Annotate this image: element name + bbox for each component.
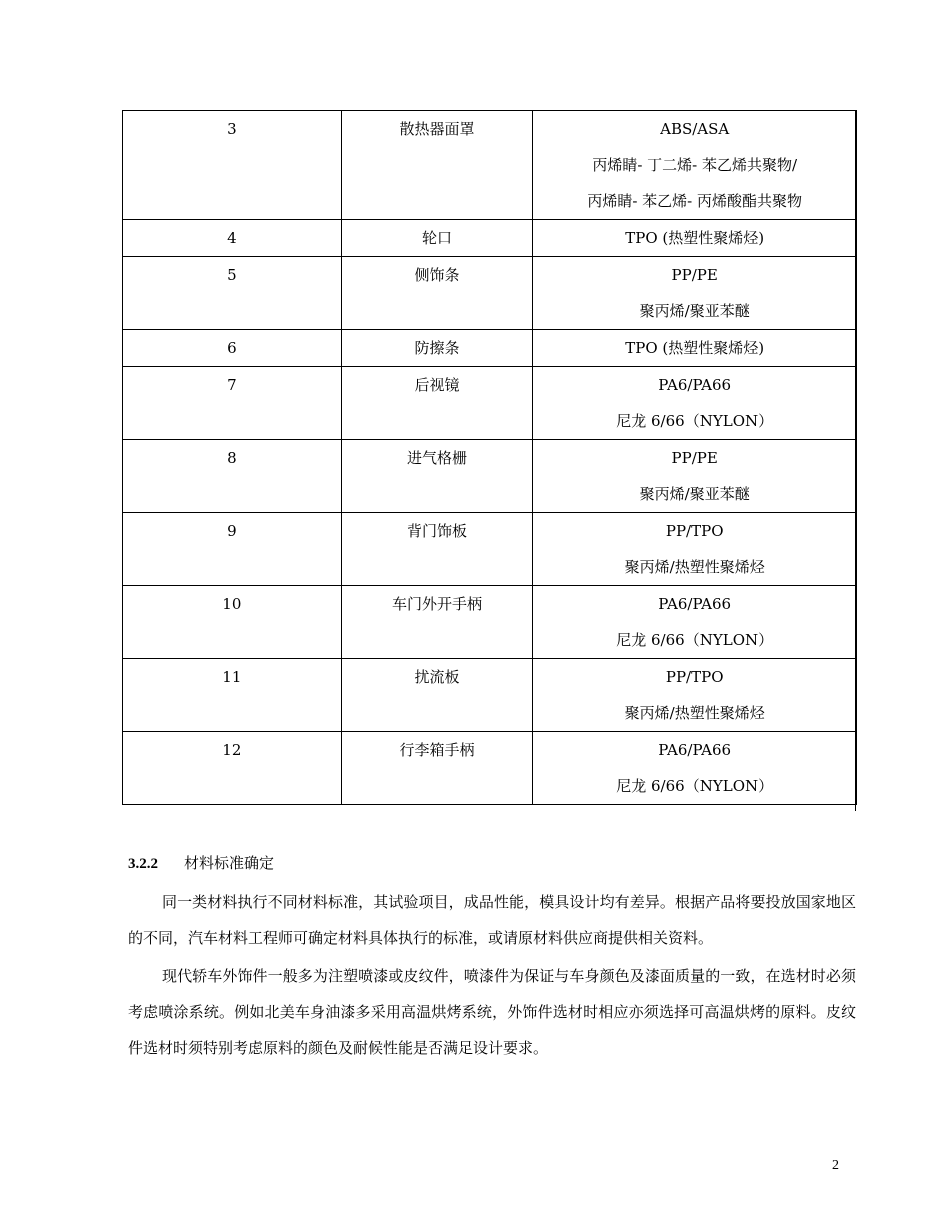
material-cell [533,732,857,805]
row-number-cell [123,732,342,805]
row-number-cell [123,513,342,586]
table-right-double-line [855,110,856,811]
material-line: PP/TPO [665,668,724,686]
part-name-cell [341,367,533,440]
table-row [123,111,857,220]
material-line: PA6/PA66 [658,595,732,613]
table-row [123,220,857,257]
material-line: 聚丙烯/聚亚苯醚 [639,485,750,503]
paragraph: 同一类材料执行不同材料标准，其试验项目，成品性能，模具设计均有差异。根据产品将要投放国家地区的不同，汽车材料工程师可确定材料具体执行的标准，或请原材料供应商提供相关资料。 [128,893,856,947]
material-line: 尼龙 6/66（NYLON） [616,412,774,430]
table-row [123,586,857,659]
section-heading [128,852,274,873]
material-cell [533,330,857,367]
material-line: 丙烯睛- 苯乙烯- 丙烯酸酯共聚物 [587,192,803,210]
row-number: 9 [227,522,237,540]
part-name: 扰流板 [414,668,460,686]
table-row [123,257,857,330]
material-cell [533,220,857,257]
material-line: PA6/PA66 [658,376,732,394]
paragraph: 现代轿车外饰件一般多为注塑喷漆或皮纹件，喷漆件为保证与车身颜色及漆面质量的一致，在选材时必须考虑喷涂系统。例如北美车身油漆多采用高温烘烤系统，外饰件选材时相应亦须选择可高温烘烤的原料。皮纹件选材时须特别考虑原料的颜色及耐候性能是否满足设计要求。 [128,967,856,1057]
table-row [123,513,857,586]
material-line: PP/TPO [665,522,724,540]
material-line: ABS/ASA [660,120,730,138]
material-cell [533,586,857,659]
part-name: 进气格栅 [407,449,468,467]
material-line: 聚丙烯/热塑性聚烯烃 [624,558,765,576]
part-name: 防擦条 [414,339,460,357]
part-name: 后视镜 [414,376,460,394]
material-cell [533,111,857,220]
part-name-cell [341,586,533,659]
row-number: 4 [227,229,237,247]
material-line: 尼龙 6/66（NYLON） [616,631,774,649]
part-name-cell [341,732,533,805]
part-name-cell [341,330,533,367]
row-number: 10 [222,595,242,613]
material-cell [533,659,857,732]
row-number: 7 [227,376,237,394]
page-number: 2 [832,1158,839,1173]
part-name-cell [341,659,533,732]
table-row [123,367,857,440]
section-title: 材料标准确定 [184,854,275,872]
material-line: PP/PE [671,266,718,284]
row-number-cell [123,111,342,220]
row-number-cell [123,330,342,367]
material-line: 丙烯睛- 丁二烯- 苯乙烯共聚物/ [592,156,798,174]
row-number-cell [123,220,342,257]
part-name-cell [341,111,533,220]
part-name: 散热器面罩 [399,120,475,138]
part-name: 行李箱手柄 [399,741,475,759]
row-number-cell [123,659,342,732]
part-name: 轮口 [422,229,453,247]
part-name-cell [341,513,533,586]
material-line: 尼龙 6/66（NYLON） [616,777,774,795]
material-line: 聚丙烯/聚亚苯醚 [639,302,750,320]
row-number: 12 [222,741,242,759]
row-number: 11 [222,668,242,686]
table-row [123,659,857,732]
material-line: TPO (热塑性聚烯烃) [625,339,765,357]
material-line: TPO (热塑性聚烯烃) [625,229,765,247]
part-name: 车门外开手柄 [392,595,483,613]
part-name-cell [341,440,533,513]
materials-table-body [123,111,857,805]
row-number-cell [123,257,342,330]
material-cell [533,440,857,513]
material-cell [533,367,857,440]
row-number: 5 [227,266,237,284]
table-row [123,330,857,367]
material-line: PP/PE [671,449,718,467]
part-name: 背门饰板 [407,522,468,540]
material-cell [533,513,857,586]
material-cell [533,257,857,330]
material-line: PA6/PA66 [658,741,732,759]
table-row [123,440,857,513]
row-number: 6 [227,339,237,357]
materials-table [122,110,857,805]
row-number: 3 [227,120,237,138]
part-name: 侧饰条 [414,266,460,284]
table-row [123,732,857,805]
row-number-cell [123,367,342,440]
section-number: 3.2.2 [128,856,158,872]
material-line: 聚丙烯/热塑性聚烯烃 [624,704,765,722]
part-name-cell [341,220,533,257]
row-number-cell [123,440,342,513]
part-name-cell [341,257,533,330]
row-number-cell [123,586,342,659]
row-number: 8 [227,449,237,467]
